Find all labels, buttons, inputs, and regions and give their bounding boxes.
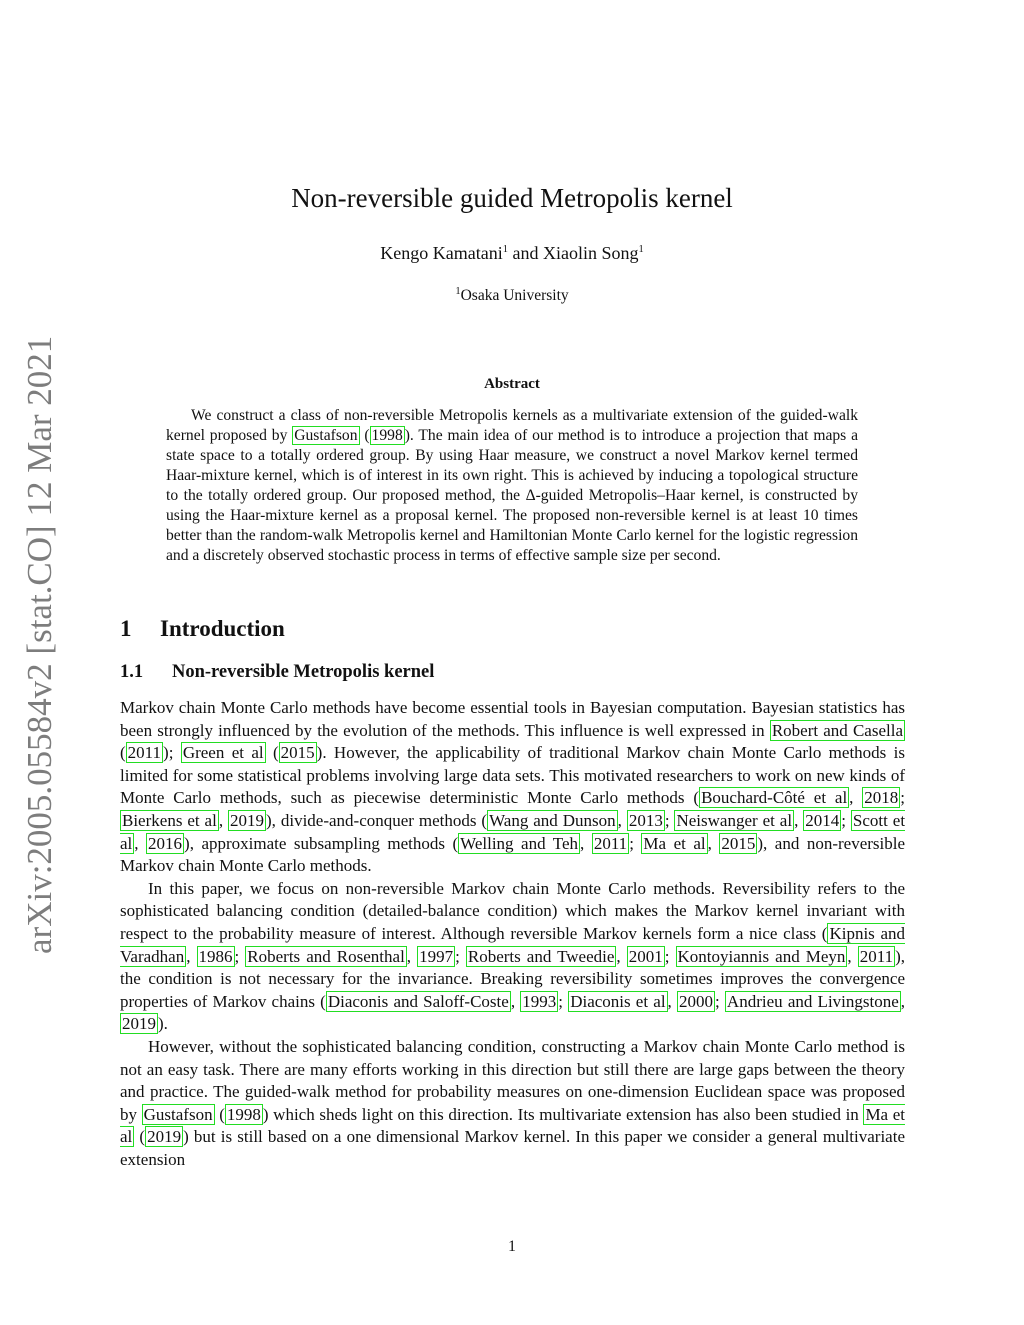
citation-link[interactable]: Kipnis and Varadhan <box>120 923 905 966</box>
citation-link[interactable]: Kontoyiannis and Meyn <box>677 946 846 966</box>
body-text <box>120 697 905 1171</box>
citation-link[interactable]: 2013 <box>628 810 663 830</box>
citation-link[interactable]: 2001 <box>628 946 663 966</box>
paragraph: Markov chain Monte Carlo methods have become essential tools in Bayesian computation. Bayesian statistics has been strongly influenced by the evolution of the methods. This influence is well expressed in Robert and Casella ( 2011 ); Green et al ( 2015 ). However, the applicability of traditional Markov chain Monte Carlo methods is limited for some statistical problems involving large data sets. This motivated researchers to work on new kinds of Monte Carlo methods, such as piecewise deterministic Monte Carlo methods ( Bouchard-Côté et al , 2018 ; Bierkens et al , 2019 ), divide-and-conquer methods ( Wang and Dunson , 2013 ; Neiswanger et al , 2014 ; Scott et al , 2016 ), approximate subsampling methods ( Welling and Teh , 2011 ; Ma et al , 2015 ), and non-reversible Markov chain Monte Carlo methods. <box>120 698 906 876</box>
citation-link[interactable]: 1998 <box>371 427 403 444</box>
citation-link[interactable]: Scott et al <box>120 810 906 853</box>
citation-link[interactable]: 2011 <box>127 743 162 763</box>
paper-title: Non-reversible guided Metropolis kernel <box>291 183 733 213</box>
citation-link[interactable]: Andrieu and Livingstone <box>726 991 899 1011</box>
citation-link[interactable]: Gustafson <box>294 427 358 444</box>
section-title: Introduction <box>160 616 285 641</box>
affiliation-marker: 1 <box>638 244 644 255</box>
citation-link[interactable]: 1998 <box>226 1104 261 1124</box>
citation-link[interactable]: Roberts and Rosenthal <box>247 946 405 966</box>
author-name: Kengo Kamatani <box>380 243 503 263</box>
affiliation-marker: 1 <box>455 285 461 297</box>
citation-link[interactable]: Bouchard-Côté et al <box>701 788 848 808</box>
citation-link[interactable]: Ma et al <box>643 833 706 853</box>
citation-link[interactable]: 2018 <box>864 788 899 808</box>
subsection-heading <box>120 662 434 683</box>
citation-link[interactable]: 2015 <box>280 743 315 763</box>
citation-link[interactable]: 2014 <box>805 810 840 830</box>
subsection-number: 1.1 <box>120 662 144 682</box>
citation-link[interactable]: Green et al <box>182 743 264 763</box>
section-number: 1 <box>120 616 132 641</box>
citation-link[interactable]: 2011 <box>859 946 894 966</box>
citation-link[interactable]: Welling and Teh <box>460 833 579 853</box>
citation-link[interactable]: 2015 <box>721 833 756 853</box>
section-heading <box>120 616 285 642</box>
citation-link[interactable]: 1986 <box>198 946 233 966</box>
citation-link[interactable]: 1997 <box>419 946 454 966</box>
citation-link[interactable]: 2016 <box>148 833 183 853</box>
citation-link[interactable]: 2011 <box>593 833 628 853</box>
abstract-text: We construct a class of non-reversible Metropolis kernels as a multivariate extension of the guided-walk kernel proposed by Gustafson ( 1998 ). The main idea of our method is to introduce a projection that maps a state space to a totally ordered group. By using Haar measure, we construct a novel Markov kernel termed Haar-mixture kernel, which is of interest in its own right. This is achieved by inducing a topological structure to the totally ordered group. Our proposed method, the Δ-guided Metropolis–Haar kernel, is constructed by using the Haar-mixture kernel as a proposal kernel. The proposed non-reversible kernel is at least 10 times better than the random-walk Metropolis kernel and Hamiltonian Monte Carlo kernel for the logistic regression and a discretely observed stochastic process in terms of effective sample size per second. <box>166 407 859 564</box>
abstract-heading: Abstract <box>484 376 540 392</box>
paragraph: However, without the sophisticated balancing condition, constructing a Markov chain Monte Carlo method is not an easy task. There are many efforts working in this direction but still there are large gaps between the theory and practice. The guided-walk method for probability measures on one-dimension Euclidean space was proposed by Gustafson ( 1998 ) which sheds light on this direction. Its multivariate extension has also been studied in Ma et al ( 2019 ) but is still based on a one dimensional Markov kernel. In this paper we consider a general multivariate extension <box>120 1036 905 1169</box>
citation-link[interactable]: 2000 <box>679 991 713 1011</box>
citation-link[interactable]: 2019 <box>122 1014 156 1034</box>
citation-link[interactable]: 1993 <box>522 991 557 1011</box>
subsection-title: Non-reversible Metropolis kernel <box>172 662 435 682</box>
author-list <box>0 243 1024 264</box>
citation-link[interactable]: Neiswanger et al <box>676 810 793 830</box>
page-number: 1 <box>508 1238 516 1255</box>
citation-link[interactable]: Roberts and Tweedie <box>467 946 615 966</box>
author-separator: and <box>507 243 543 263</box>
citation-link[interactable]: Wang and Dunson <box>489 810 616 830</box>
affiliation <box>0 287 1024 305</box>
citation-link[interactable]: Robert and Casella <box>771 720 903 740</box>
paragraph: In this paper, we focus on non-reversible Markov chain Monte Carlo methods. Reversibility refers to the sophisticated balancing condition (detailed-balance condition) which makes the Markov kernel invariant with respect to the probability measure of interest. Although reversible Markov kernels form a nice class ( Kipnis and Varadhan , 1986 ; Roberts and Rosenthal , 1997 ; Roberts and Tweedie , 2001 ; Kontoyiannis and Meyn , 2011 ), the condition is not necessary for the invariance. Breaking reversibility sometimes improves the convergence properties of Markov chains ( Diaconis and Saloff-Coste , 1993 ; Diaconis et al , 2000 ; Andrieu and Livingstone , 2019 ). <box>120 878 906 1034</box>
citation-link[interactable]: Gustafson <box>143 1104 213 1124</box>
citation-link[interactable]: Ma et al <box>120 1104 905 1147</box>
citation-link[interactable]: 2019 <box>230 810 265 830</box>
affiliation-marker: 1 <box>502 244 508 255</box>
author-name: Xiaolin Song <box>542 243 639 263</box>
citation-link[interactable]: 2019 <box>147 1127 182 1147</box>
citation-link[interactable]: Diaconis et al <box>570 991 666 1011</box>
citation-link[interactable]: Bierkens et al <box>122 810 217 830</box>
affiliation-name: Osaka University <box>460 287 569 304</box>
citation-link[interactable]: Diaconis and Saloff-Coste <box>327 991 509 1011</box>
arxiv-identifier: arXiv:2005.05584v2 [stat.CO] 12 Mar 2021 <box>20 335 59 954</box>
